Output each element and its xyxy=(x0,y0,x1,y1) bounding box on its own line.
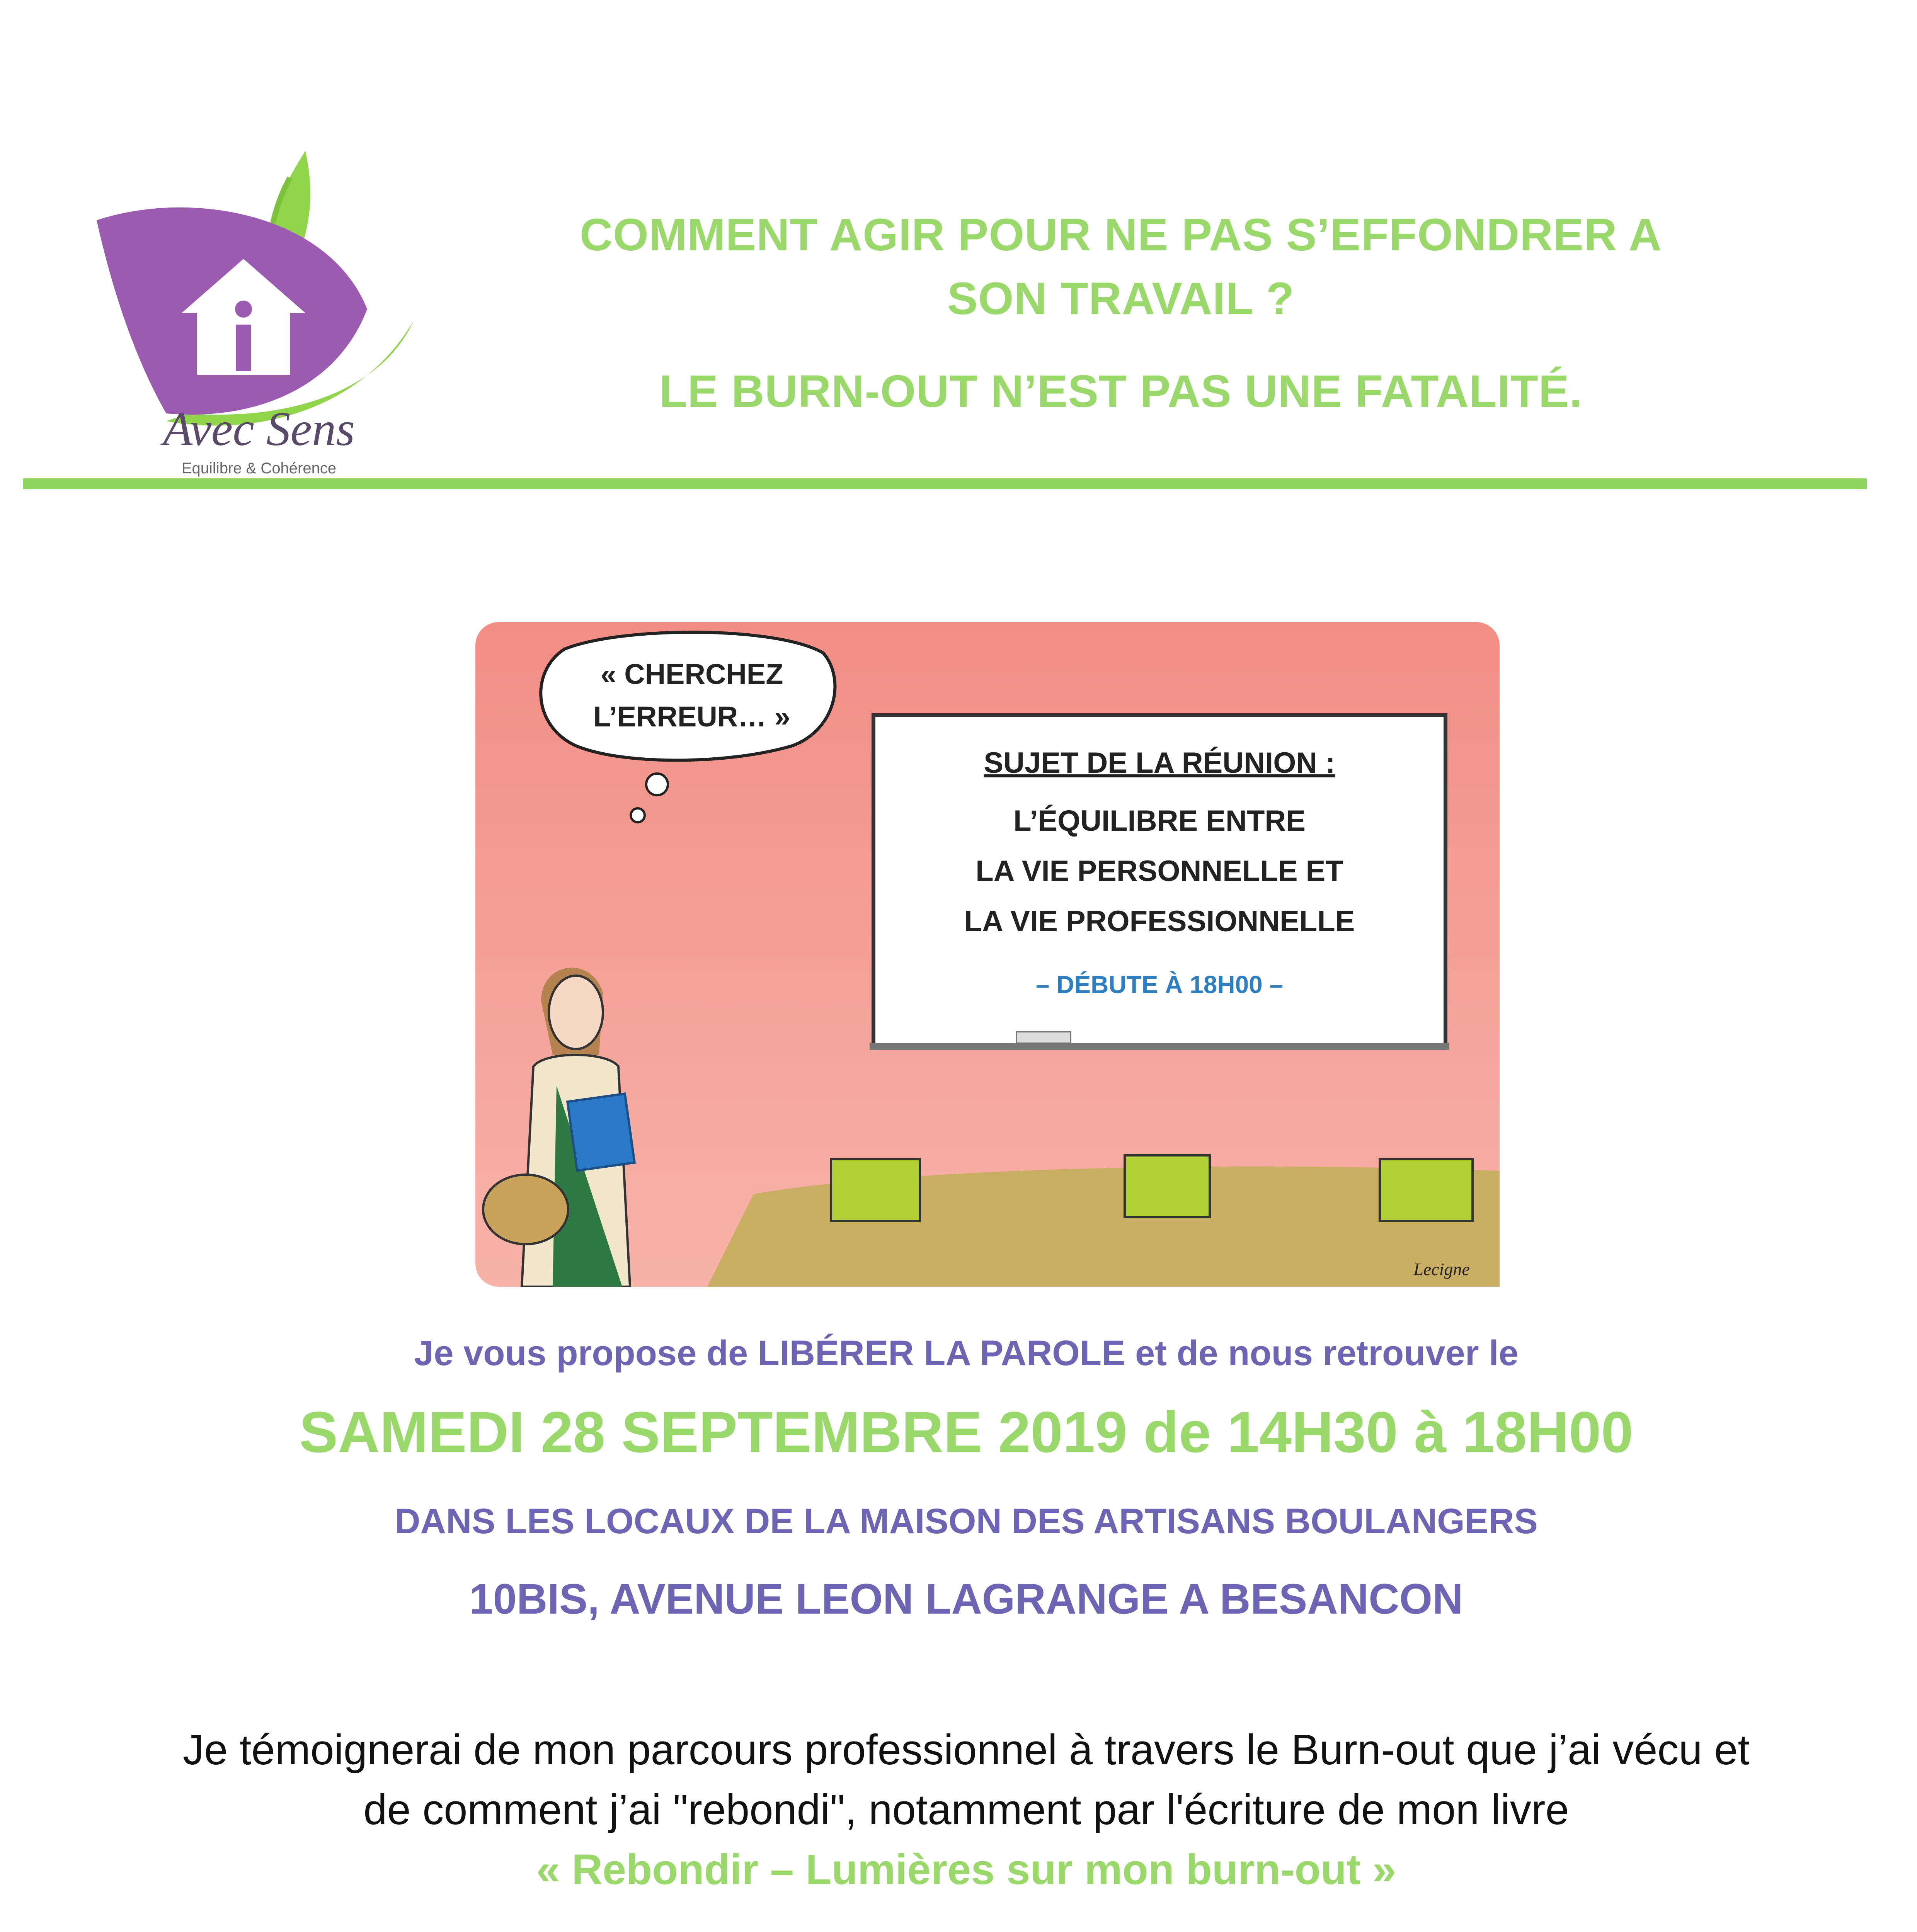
title-line-1: COMMENT AGIR POUR NE PAS S’EFFONDRER A xyxy=(579,209,1662,260)
header-divider xyxy=(23,478,1867,489)
title-line-3: LE BURN-OUT N’EST PAS UNE FATALITÉ. xyxy=(659,366,1583,417)
event-date: SAMEDI 28 SEPTEMBRE 2019 de 14H30 à 18H00 xyxy=(299,1400,1633,1464)
title-line-2: SON TRAVAIL ? xyxy=(947,273,1294,324)
speech-bubble-line-2: L’ERREUR… » xyxy=(593,701,790,733)
book-title: « Rebondir – Lumières sur mon burn-out » xyxy=(536,1846,1396,1893)
logo-name: Avec Sens xyxy=(163,403,355,456)
board-line-1: L’ÉQUILIBRE ENTRE xyxy=(1013,804,1306,837)
logo-tagline: Equilibre & Cohérence xyxy=(181,460,337,477)
cartoon-illustration xyxy=(475,622,1500,1287)
event-intro: Je vous propose de LIBÉRER LA PAROLE et de nous retrouver le xyxy=(414,1333,1519,1373)
testimony-line-2: de comment j’ai "rebondi", notamment par l'écriture de mon livre xyxy=(363,1786,1569,1833)
event-address: 10BIS, AVENUE LEON LAGRANGE A BESANCON xyxy=(469,1575,1463,1623)
testimony-line-1: Je témoignerai de mon parcours professionnel à travers le Burn-out que j’ai vécu et xyxy=(183,1726,1750,1774)
speech-bubble-line-1: « CHERCHEZ xyxy=(600,658,783,690)
board-line-3: LA VIE PROFESSIONNELLE xyxy=(964,905,1355,938)
event-venue: DANS LES LOCAUX DE LA MAISON DES ARTISANS BOULANGERS xyxy=(395,1502,1538,1541)
cartoon-signature: Lecigne xyxy=(1413,1259,1470,1279)
board-title: SUJET DE LA RÉUNION : xyxy=(984,747,1335,779)
board-footer: – DÉBUTE À 18H00 – xyxy=(1035,971,1284,998)
board-line-2: LA VIE PERSONNELLE ET xyxy=(976,855,1343,888)
